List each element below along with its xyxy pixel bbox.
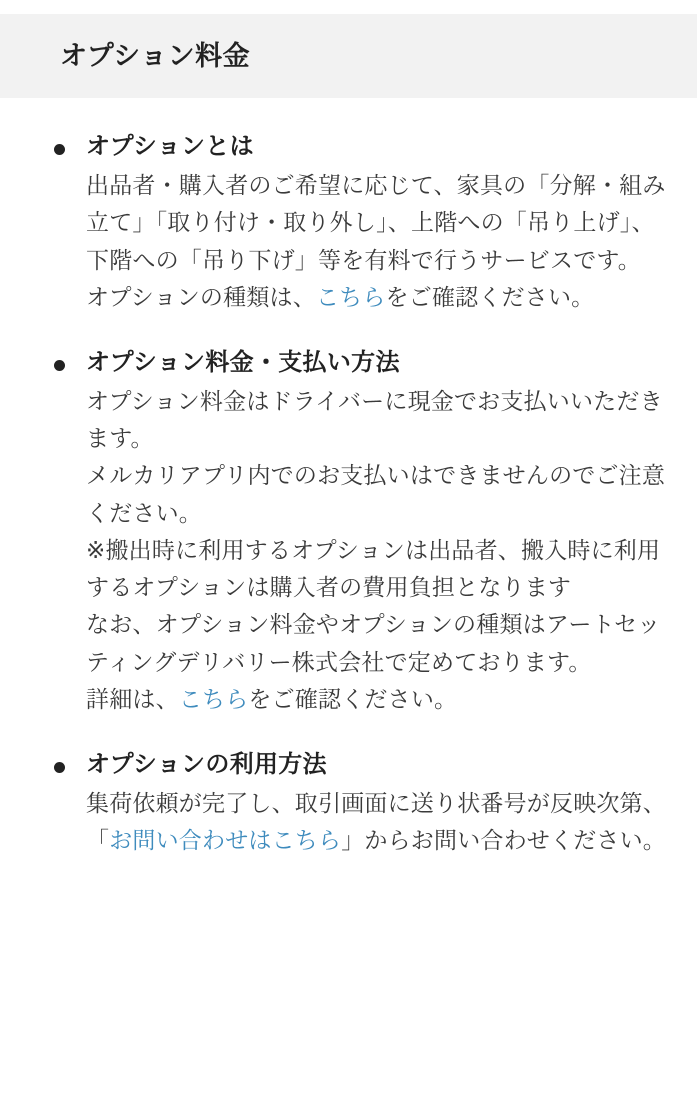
section-header xyxy=(0,14,697,98)
list-item xyxy=(24,346,673,718)
paragraph xyxy=(86,785,673,860)
paragraph xyxy=(86,383,673,458)
paragraph xyxy=(86,606,673,681)
list-item xyxy=(24,130,673,316)
paragraph xyxy=(86,681,673,718)
paragraph-text: をご確認ください。 xyxy=(385,283,595,310)
paragraph-text: オプションの種類は、 xyxy=(86,283,316,310)
bullet-dot-icon xyxy=(54,144,65,155)
paragraph-text: ※搬出時に利用するオプションは出品者、搬入時に利用するオプションは購入者の費用負担となります xyxy=(86,536,661,601)
paragraph-text: をご確認ください。 xyxy=(248,685,458,712)
paragraph xyxy=(86,532,673,607)
paragraph-text: オプション料金はドライバーに現金でお支払いいただきます。 xyxy=(86,387,663,452)
inline-link[interactable]: こちら xyxy=(178,685,249,712)
paragraph xyxy=(86,279,673,316)
paragraph xyxy=(86,167,673,279)
section-heading: オプション料金・支払い方法 xyxy=(86,349,400,377)
paragraph xyxy=(86,457,673,532)
help-article-page xyxy=(0,14,697,880)
paragraph-text: メルカリアプリ内でのお支払いはできませんのでご注意ください。 xyxy=(86,462,666,526)
bullet-dot-icon xyxy=(54,762,65,773)
inline-link[interactable]: お問い合わせはこちら xyxy=(109,827,342,854)
page-title: オプション料金 xyxy=(60,41,251,71)
paragraph-text: 出品者・購入者のご希望に応じて、家具の「分解・組み立て」「取り付け・取り外し」、上階への「吊り上げ」、下階への「吊り下げ」等を有料で行うサービスです。 xyxy=(86,172,666,273)
bullet-dot-icon xyxy=(54,360,65,371)
section-heading: オプションの利用方法 xyxy=(86,751,327,779)
inline-link[interactable]: こちら xyxy=(315,283,386,310)
paragraph-text: なお、オプション料金やオプションの種類はアートセッティングデリバリー株式会社で定めております。 xyxy=(86,611,661,675)
article-content xyxy=(0,130,697,879)
list-item xyxy=(24,748,673,859)
section-list xyxy=(24,130,673,859)
paragraph-text: 詳細は、 xyxy=(86,685,179,712)
section-heading: オプションとは xyxy=(86,133,254,161)
paragraph-text: 」からお問い合わせください。 xyxy=(341,827,667,854)
paragraph-text: 集荷依頼が完了し、取引画面に送り状番号が反映次第、「 xyxy=(86,790,666,854)
